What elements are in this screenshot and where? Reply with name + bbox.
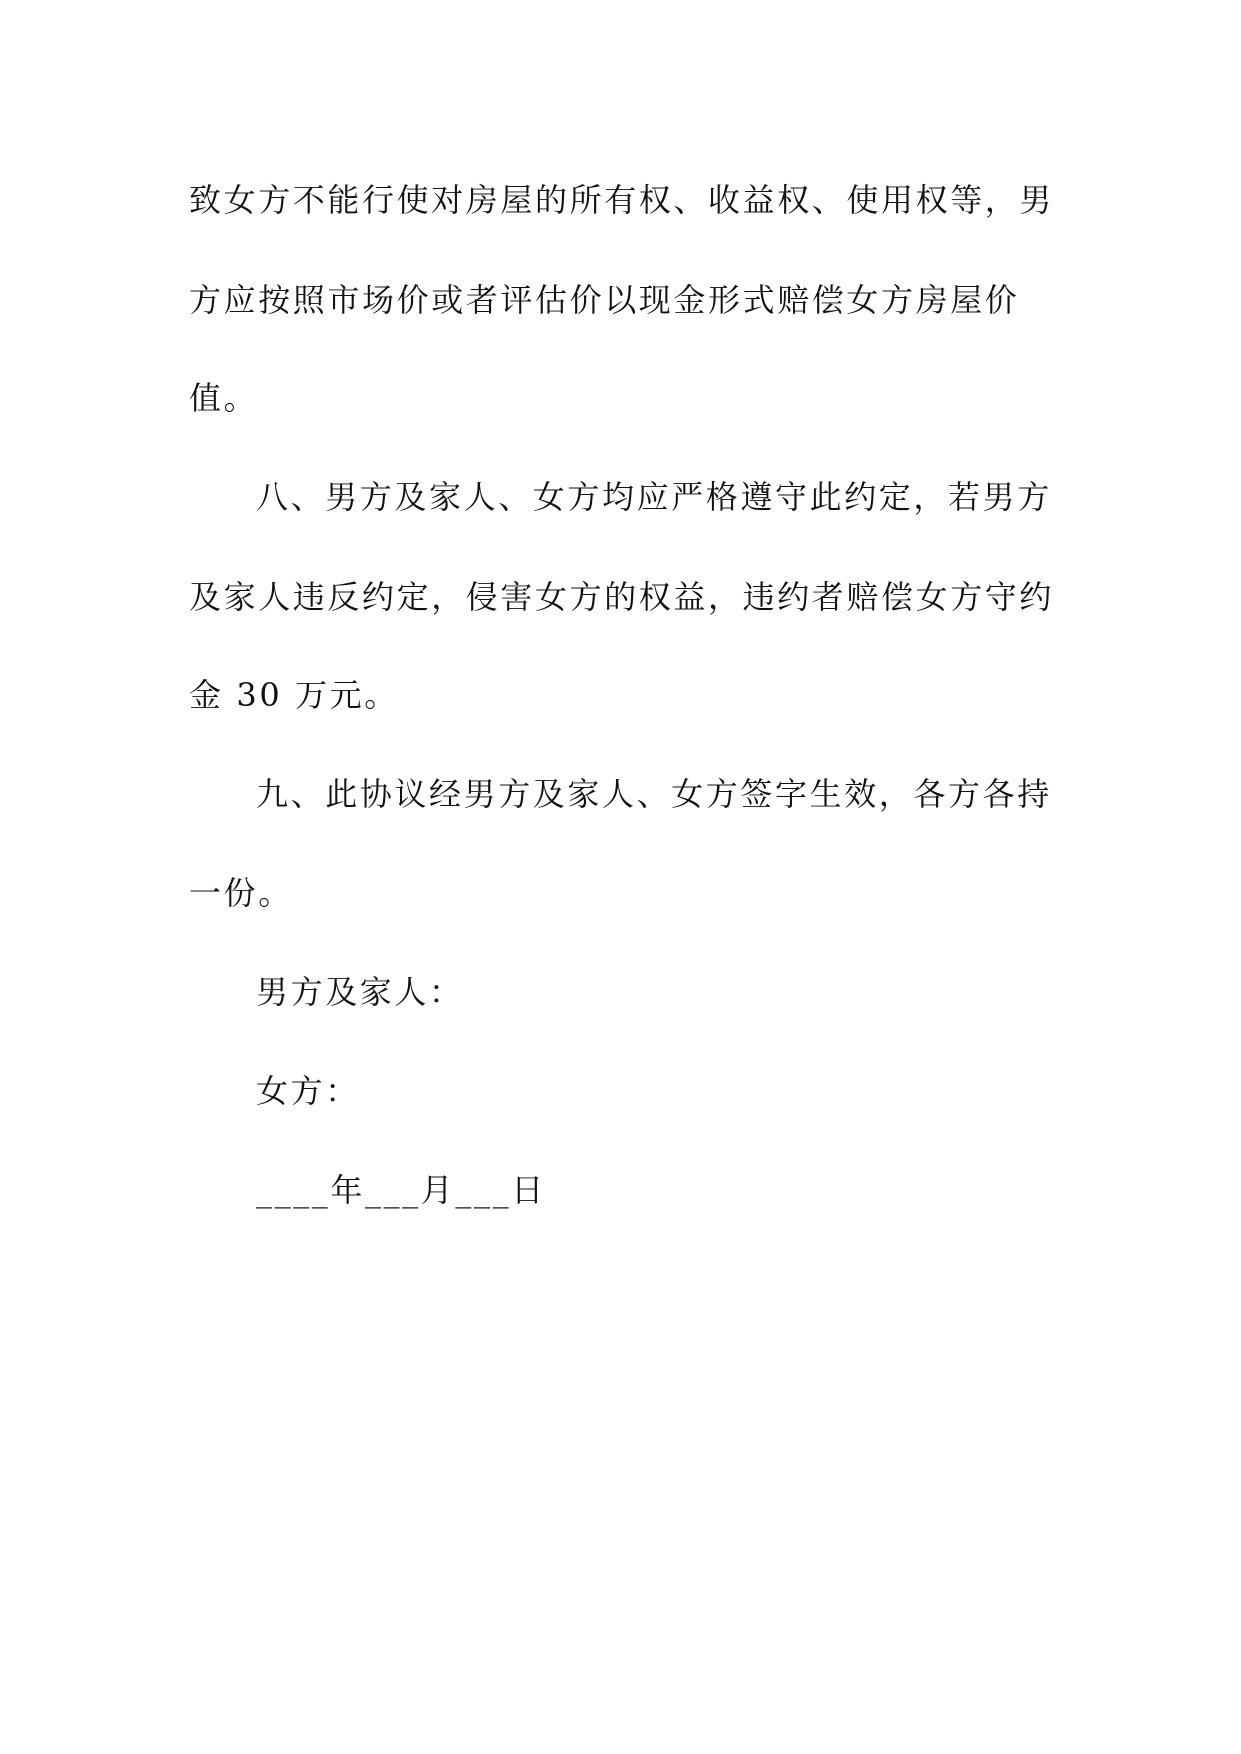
text-line-3: 值。 [189,379,259,417]
clause-9-line-2: 一份。 [189,874,293,912]
clause-9-line-1: 九、此协议经男方及家人、女方签字生效，各方各持 [256,775,1052,813]
date-line: ____年___月___日 [256,1171,546,1209]
clause-8-line-3: 金 30 万元。 [189,676,399,714]
signature-female: 女方： [256,1072,360,1110]
text-line-1: 致女方不能行使对房屋的所有权、收益权、使用权等，男 [189,181,1055,219]
signature-male-family: 男方及家人： [256,973,464,1011]
clause-8-line-1: 八、男方及家人、女方均应严格遵守此约定，若男方 [256,478,1052,516]
text-line-2: 方应按照市场价或者评估价以现金形式赔偿女方房屋价 [189,281,1020,319]
clause-8-line-2: 及家人违反约定，侵害女方的权益，违约者赔偿女方守约 [189,578,1055,616]
